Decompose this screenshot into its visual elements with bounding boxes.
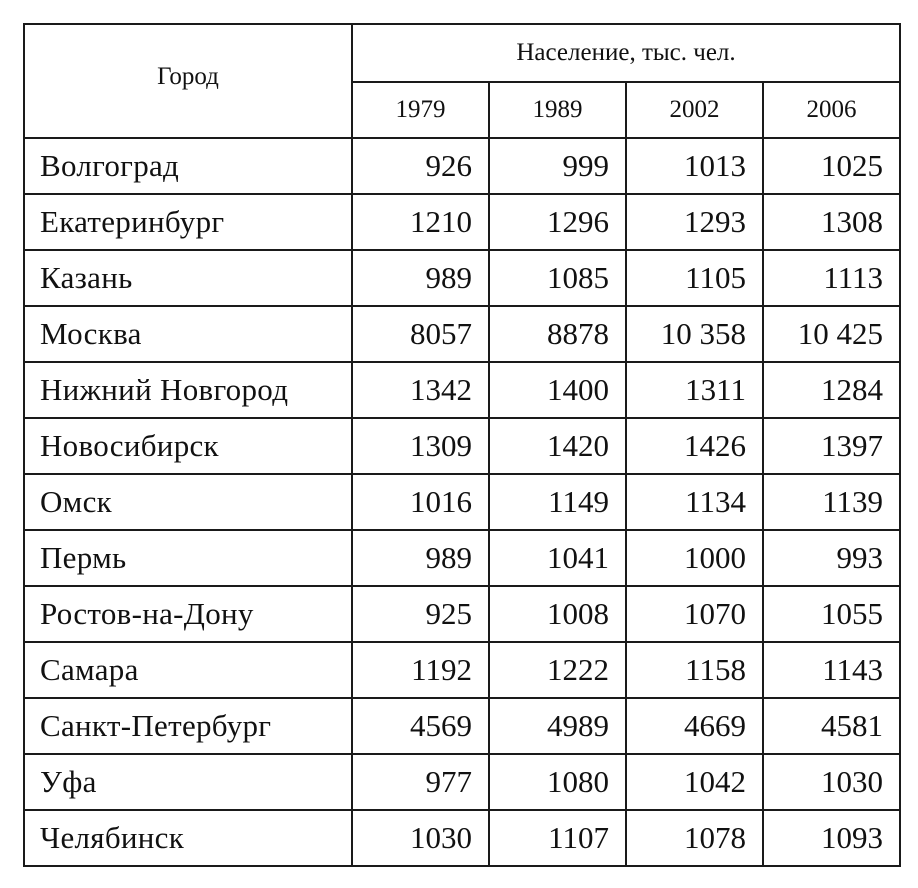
population-value-cell: 989 [352,250,489,306]
population-value-cell: 977 [352,754,489,810]
population-value-cell: 1296 [489,194,626,250]
table-row [24,642,900,698]
population-value-cell: 999 [489,138,626,194]
population-value-cell: 1078 [626,810,763,866]
population-value-cell: 1042 [626,754,763,810]
table-row [24,530,900,586]
population-value-cell: 8057 [352,306,489,362]
year-header: 2006 [763,82,900,138]
table-row [24,698,900,754]
year-header: 2002 [626,82,763,138]
year-header: 1979 [352,82,489,138]
city-name-cell: Пермь [24,530,352,586]
population-value-cell: 1013 [626,138,763,194]
population-value-cell: 1080 [489,754,626,810]
population-value-cell: 8878 [489,306,626,362]
year-header: 1989 [489,82,626,138]
table-row [24,418,900,474]
population-value-cell: 1000 [626,530,763,586]
population-value-cell: 1400 [489,362,626,418]
city-name-cell: Ростов-на-Дону [24,586,352,642]
table-body [24,138,900,866]
population-value-cell: 989 [352,530,489,586]
population-value-cell: 1008 [489,586,626,642]
population-value-cell: 1139 [763,474,900,530]
city-name-cell: Санкт-Петербург [24,698,352,754]
population-value-cell: 1426 [626,418,763,474]
population-value-cell: 1222 [489,642,626,698]
population-value-cell: 1041 [489,530,626,586]
table-row [24,586,900,642]
city-name-cell: Уфа [24,754,352,810]
population-value-cell: 1308 [763,194,900,250]
population-column-header: Население, тыс. чел. [352,24,900,82]
population-value-cell: 1293 [626,194,763,250]
population-value-cell: 1070 [626,586,763,642]
population-value-cell: 1192 [352,642,489,698]
population-value-cell: 993 [763,530,900,586]
table-header [24,24,900,138]
population-value-cell: 1284 [763,362,900,418]
population-value-cell: 1158 [626,642,763,698]
table-row [24,250,900,306]
population-table [23,23,901,867]
population-value-cell: 1143 [763,642,900,698]
population-value-cell: 1030 [763,754,900,810]
population-value-cell: 4989 [489,698,626,754]
table-row [24,138,900,194]
city-name-cell: Нижний Новгород [24,362,352,418]
population-value-cell: 1342 [352,362,489,418]
table-row [24,754,900,810]
table-row [24,306,900,362]
table-row [24,194,900,250]
city-name-cell: Челябинск [24,810,352,866]
population-value-cell: 1134 [626,474,763,530]
population-value-cell: 1016 [352,474,489,530]
population-value-cell: 4669 [626,698,763,754]
city-name-cell: Волгоград [24,138,352,194]
population-value-cell: 1309 [352,418,489,474]
population-value-cell: 1025 [763,138,900,194]
population-value-cell: 925 [352,586,489,642]
population-value-cell: 1093 [763,810,900,866]
header-row-top [24,24,900,82]
population-value-cell: 1311 [626,362,763,418]
population-value-cell: 10 358 [626,306,763,362]
city-name-cell: Казань [24,250,352,306]
table-row [24,474,900,530]
city-name-cell: Самара [24,642,352,698]
population-value-cell: 1210 [352,194,489,250]
table-row [24,362,900,418]
population-value-cell: 1055 [763,586,900,642]
city-name-cell: Екатеринбург [24,194,352,250]
population-value-cell: 1113 [763,250,900,306]
city-name-cell: Москва [24,306,352,362]
population-value-cell: 1420 [489,418,626,474]
population-value-cell: 1397 [763,418,900,474]
population-value-cell: 10 425 [763,306,900,362]
population-value-cell: 1105 [626,250,763,306]
table-row [24,810,900,866]
population-value-cell: 1085 [489,250,626,306]
city-column-header: Город [24,24,352,138]
city-name-cell: Омск [24,474,352,530]
population-value-cell: 4581 [763,698,900,754]
population-value-cell: 1030 [352,810,489,866]
city-name-cell: Новосибирск [24,418,352,474]
population-value-cell: 1149 [489,474,626,530]
population-value-cell: 4569 [352,698,489,754]
population-value-cell: 926 [352,138,489,194]
population-value-cell: 1107 [489,810,626,866]
